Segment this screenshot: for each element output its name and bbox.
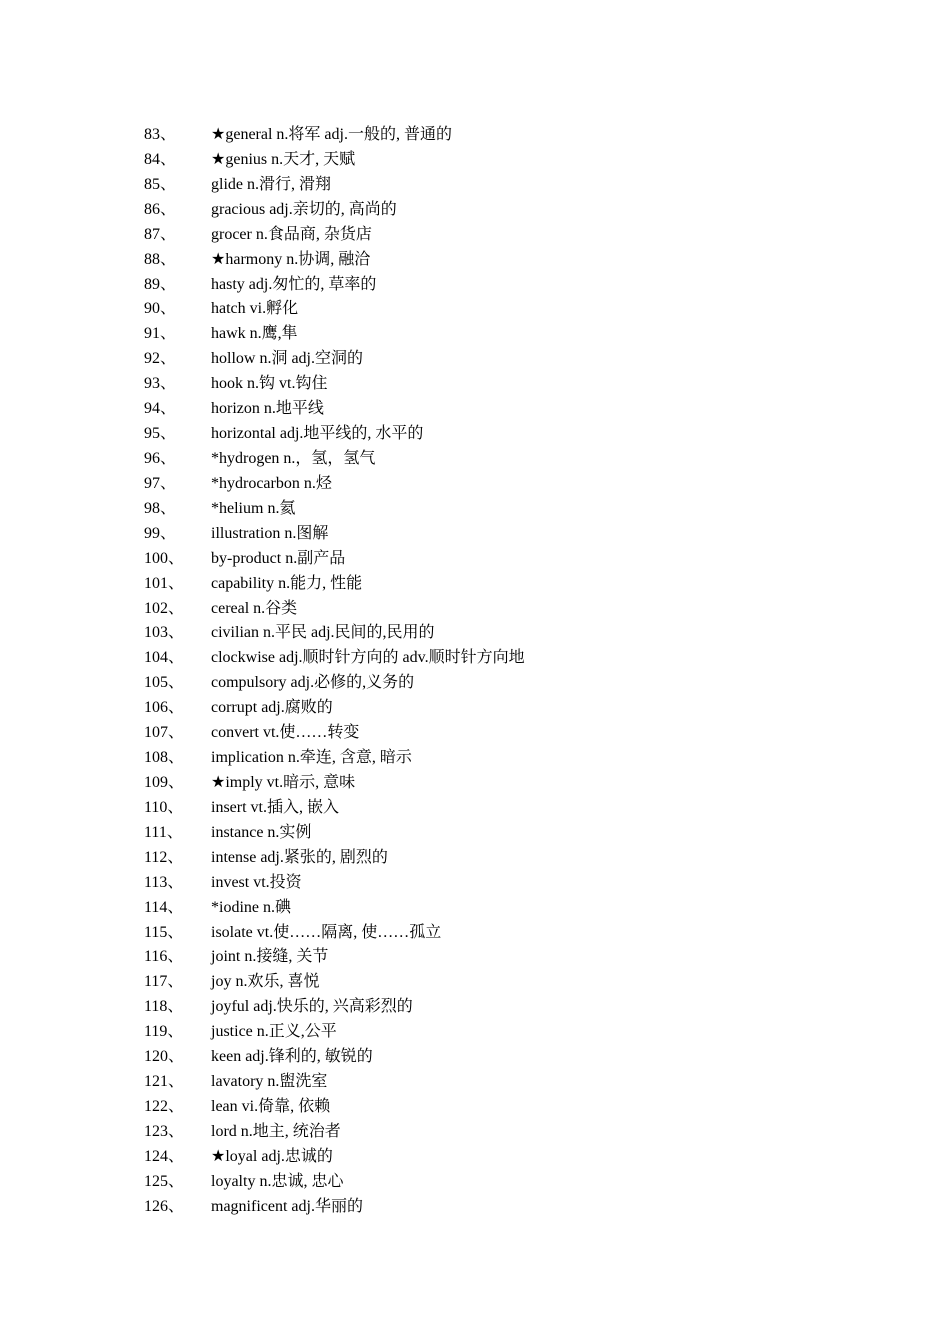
- entry-number: 88、: [144, 250, 177, 268]
- vocabulary-entry: [0, 123, 950, 148]
- entry-definition: glide n.滑行, 滑翔: [211, 175, 331, 193]
- vocabulary-entry: [0, 597, 950, 622]
- entry-number: 91、: [144, 325, 177, 343]
- vocabulary-entry: [0, 273, 950, 298]
- vocabulary-entry: [0, 746, 950, 771]
- entry-number: 95、: [144, 425, 177, 443]
- entry-number: 110、: [144, 798, 184, 816]
- vocabulary-entry: [0, 173, 950, 198]
- entry-number: 89、: [144, 275, 177, 293]
- entry-definition: gracious adj.亲切的, 高尚的: [211, 200, 397, 218]
- entry-number: 121、: [144, 1073, 185, 1091]
- entry-number: 126、: [144, 1197, 185, 1215]
- entry-definition: *iodine n.碘: [211, 898, 291, 916]
- entry-number: 101、: [144, 574, 185, 592]
- entry-number: 120、: [144, 1048, 185, 1066]
- vocabulary-entry: [0, 646, 950, 671]
- vocabulary-entry: [0, 671, 950, 696]
- entry-number: 87、: [144, 225, 177, 243]
- vocabulary-entry: [0, 148, 950, 173]
- entry-number: 106、: [144, 699, 185, 717]
- entry-definition: ★loyal adj.忠诚的: [211, 1147, 333, 1165]
- entry-definition: lean vi.倚靠, 依赖: [211, 1097, 331, 1115]
- entry-number: 105、: [144, 674, 185, 692]
- entry-number: 96、: [144, 449, 177, 467]
- entry-number: 107、: [144, 724, 185, 742]
- entry-definition: corrupt adj.腐败的: [211, 699, 333, 717]
- vocabulary-entry: [0, 696, 950, 721]
- entry-number: 90、: [144, 300, 177, 318]
- entry-definition: clockwise adj.顺时针方向的 adv.顺时针方向地: [211, 649, 525, 667]
- entry-definition: implication n.牵连, 含意, 暗示: [211, 749, 412, 767]
- vocabulary-entry: [0, 1170, 950, 1195]
- vocabulary-entry: [0, 1120, 950, 1145]
- entry-number: 111、: [144, 823, 183, 841]
- vocabulary-entry: [0, 322, 950, 347]
- entry-number: 103、: [144, 624, 185, 642]
- entry-definition: compulsory adj.必修的,义务的: [211, 674, 415, 692]
- entry-definition: lord n.地主, 统治者: [211, 1122, 341, 1140]
- entry-definition: loyalty n.忠诚, 忠心: [211, 1172, 344, 1190]
- entry-number: 99、: [144, 524, 177, 542]
- entry-number: 118、: [144, 998, 184, 1016]
- entry-number: 109、: [144, 773, 185, 791]
- entry-definition: horizon n.地平线: [211, 400, 324, 418]
- entry-definition: isolate vt.使……隔离, 使……孤立: [211, 923, 442, 941]
- entry-definition: *hydrogen n.，氢，氢气: [211, 449, 376, 467]
- entry-definition: ★genius n.天才, 天赋: [211, 150, 356, 168]
- entry-definition: ★general n.将军 adj.一般的, 普通的: [211, 126, 452, 143]
- entry-number: 119、: [144, 1023, 184, 1041]
- vocabulary-list: [0, 123, 950, 1220]
- vocabulary-entry: [0, 945, 950, 970]
- entry-number: 98、: [144, 499, 177, 517]
- entry-number: 114、: [144, 898, 184, 916]
- vocabulary-entry: [0, 921, 950, 946]
- vocabulary-entry: [0, 372, 950, 397]
- entry-definition: invest vt.投资: [211, 873, 302, 891]
- entry-number: 86、: [144, 200, 177, 218]
- entry-number: 124、: [144, 1147, 185, 1165]
- vocabulary-entry: [0, 472, 950, 497]
- vocabulary-entry: [0, 821, 950, 846]
- vocabulary-entry: [0, 721, 950, 746]
- vocabulary-entry: [0, 771, 950, 796]
- entry-definition: civilian n.平民 adj.民间的,民用的: [211, 624, 435, 642]
- entry-definition: by-product n.副产品: [211, 549, 346, 567]
- vocabulary-entry: [0, 1095, 950, 1120]
- entry-definition: *hydrocarbon n.烃: [211, 474, 332, 492]
- vocabulary-entry: [0, 447, 950, 472]
- vocabulary-entry: [0, 397, 950, 422]
- entry-definition: hasty adj.匆忙的, 草率的: [211, 275, 377, 293]
- entry-definition: hatch vi.孵化: [211, 300, 299, 318]
- entry-definition: joy n.欢乐, 喜悦: [211, 973, 320, 991]
- entry-number: 117、: [144, 973, 184, 991]
- entry-number: 102、: [144, 599, 185, 617]
- entry-definition: keen adj.锋利的, 敏锐的: [211, 1048, 373, 1066]
- vocabulary-entry: [0, 621, 950, 646]
- vocabulary-entry: [0, 1070, 950, 1095]
- entry-number: 92、: [144, 350, 177, 368]
- vocabulary-entry: [0, 497, 950, 522]
- vocabulary-entry: [0, 572, 950, 597]
- entry-definition: insert vt.插入, 嵌入: [211, 798, 339, 816]
- vocabulary-entry: [0, 347, 950, 372]
- vocabulary-entry: [0, 522, 950, 547]
- entry-number: 83、: [144, 126, 177, 143]
- entry-number: 104、: [144, 649, 185, 667]
- entry-definition: cereal n.谷类: [211, 599, 298, 617]
- entry-number: 112、: [144, 848, 184, 866]
- entry-definition: lavatory n.盥洗室: [211, 1073, 328, 1091]
- entry-number: 93、: [144, 375, 177, 393]
- vocabulary-entry: [0, 871, 950, 896]
- entry-number: 100、: [144, 549, 185, 567]
- entry-number: 115、: [144, 923, 184, 941]
- entry-definition: grocer n.食品商, 杂货店: [211, 225, 372, 243]
- entry-definition: joyful adj.快乐的, 兴高彩烈的: [211, 998, 413, 1016]
- entry-definition: magnificent adj.华丽的: [211, 1197, 363, 1215]
- entry-number: 116、: [144, 948, 184, 966]
- entry-number: 97、: [144, 474, 177, 492]
- entry-number: 122、: [144, 1097, 185, 1115]
- entry-definition: ★imply vt.暗示, 意味: [211, 773, 356, 791]
- vocabulary-entry: [0, 896, 950, 921]
- entry-number: 94、: [144, 400, 177, 418]
- vocabulary-entry: [0, 198, 950, 223]
- entry-number: 125、: [144, 1172, 185, 1190]
- entry-definition: convert vt.使……转变: [211, 724, 360, 742]
- entry-definition: illustration n.图解: [211, 524, 329, 542]
- entry-definition: intense adj.紧张的, 剧烈的: [211, 848, 388, 866]
- vocabulary-entry: [0, 422, 950, 447]
- entry-definition: hawk n.鹰,隼: [211, 325, 298, 343]
- vocabulary-entry: [0, 1045, 950, 1070]
- vocabulary-entry: [0, 846, 950, 871]
- vocabulary-entry: [0, 547, 950, 572]
- vocabulary-entry: [0, 223, 950, 248]
- entry-number: 123、: [144, 1122, 185, 1140]
- vocabulary-entry: [0, 796, 950, 821]
- entry-number: 84、: [144, 150, 177, 168]
- vocabulary-entry: [0, 297, 950, 322]
- entry-number: 85、: [144, 175, 177, 193]
- vocabulary-entry: [0, 1145, 950, 1170]
- entry-definition: justice n.正义,公平: [211, 1023, 337, 1041]
- entry-definition: *helium n.氦: [211, 499, 296, 517]
- entry-definition: ★harmony n.协调, 融洽: [211, 250, 371, 268]
- entry-definition: hollow n.洞 adj.空洞的: [211, 350, 363, 368]
- vocabulary-entry: [0, 248, 950, 273]
- entry-definition: joint n.接缝, 关节: [211, 948, 329, 966]
- vocabulary-entry: [0, 1020, 950, 1045]
- entry-definition: hook n.钩 vt.钩住: [211, 375, 328, 393]
- entry-number: 113、: [144, 873, 184, 891]
- entry-definition: horizontal adj.地平线的, 水平的: [211, 425, 424, 443]
- vocabulary-entry: [0, 995, 950, 1020]
- entry-definition: instance n.实例: [211, 823, 312, 841]
- entry-number: 108、: [144, 749, 185, 767]
- vocabulary-entry: [0, 1195, 950, 1220]
- entry-definition: capability n.能力, 性能: [211, 574, 363, 592]
- vocabulary-entry: [0, 970, 950, 995]
